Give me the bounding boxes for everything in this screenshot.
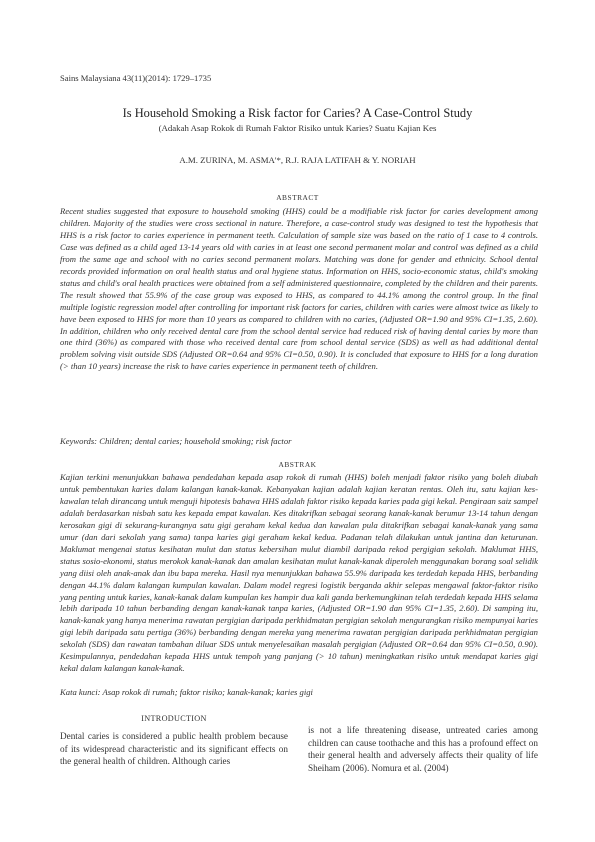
intro-paragraph-right: is not a life threatening disease, untreated caries among children can cause toothache and this has a profound effect on their general health and adversely affects their quality of life Sheiham (2006). Nomura et al. (2004) [308,725,538,774]
abstrak-text [60,472,538,675]
intro-paragraph-left: Dental caries is considered a public health problem because of its widespread characteristic and its significant effects on the general health of children. Although caries [60,731,288,767]
introduction-heading: INTRODUCTION [141,714,207,723]
abstrak-paragraph: Kajian terkini menunjukkan bahawa pendedahan kepada asap rokok di rumah (HHS) boleh menjadi faktor risiko yang boleh diubah untuk pembentukan karies dalam kalangan kanak-kanak. Kebanyakan kajian adalah kajian keratan rentas. Oleh itu, satu kajian kes-kawalan telah dirancang untuk menguji hipotesis bahawa HHS adalah faktor risiko kepada karies pada gigi kekal. Pengiraan saiz sampel adalah berdasarkan nisbah satu kes kepada empat kawalan. Kes ditakrifkan sebagai seorang kanak-kanak berumur 13-14 tahun dengan kerosakan gigi di sekurang-kurangnya satu gigi geraham kekal kedua dan kawalan pula ditakrifkan sebagai kanak-kanak yang sama umur (dan dari sekolah yang sama) tanpa karies gigi geraham kekal kedua. Padanan telah dilakukan untuk jantina dan keturunan. Maklumat mengenai status kesihatan mulut dan status kebersihan mulut diambil daripada rekod pergigian sekolah. Maklumat HHS, status sosio-ekonomi, status merokok kanak-kanak dan amalan kesihatan mulut kanak-kanak diperoleh menggunakan borang soal selidik yang diisi oleh anak-anak dan ibu bapa mereka. Hasil nya menunjukkan bahawa 55.9% daripada kes terdedah kepada HHS, berbanding dengan 44.1% dalam kalangan kumpulan kawalan. Dalam model regresi logistik berganda akhir selepas mengawal faktor-faktor risiko yang penting untuk karies, kanak-kanak dalam kumpulan kes hampir dua kali ganda berkemungkinan telah terdedah kepada HHS selama lebih daripada 10 tahun berbanding dengan kanak-kanak tanpa karies, (Adjusted OR=1.90 dan 95% CI=1.35, 2.60). Di samping itu, kanak-kanak yang hanya menerima rawatan pergigian daripada perkhidmatan pergigian sekolah mengurangkan risiko mempunyai karies gigi lebih daripada satu pertiga (36%) berbanding dengan mereka yang menerima rawatan pergigian daripada perkhidmatan pergigian sekolah (SDS) dan rawatan tambahan diluar SDS untuk menyelesaikan masalah pergigian (Adjusted OR=0.64 dan 95% CI=0.50, 0.90). Kesimpulannya, pendedahan kepada HHS untuk tempoh yang panjang (> 10 tahun) meningkatkan risiko untuk mendapat karies gigi kekal dalam kalangan kanak-kanak. [60,472,538,674]
body-column-left [60,714,288,768]
body-column-right [308,724,538,775]
abstract-paragraph: Recent studies suggested that exposure to household smoking (HHS) could be a modifiable risk factor for caries development among children. Majority of the studies were cross sectional in nature. Therefore, a case-control study was designed to test the hypothesis that HHS is a risk factor to caries experience in permanent teeth. Calculation of sample size was based on the ratio of 1 case to 4 controls. Case was defined as a child aged 13-14 years old with caries in at least one second permanent molar and control was defined as a child from the same age and school with no caries second permanent molars. Matching was done for gender and ethnicity. School dental records provided information on oral health status and oral hygiene status. Information on HHS, socio-economic status, child's smoking status and child's oral health practices were obtained from a self administered questionnaire, completed by the children and their parents. The result showed that 55.9% of the case group was exposed to HHS, as compared to 44.1% among the control group. In the final multiple logistic regression model after controlling for important risk factors for caries, children with caries were almost twice as likely to have been exposed to HHS for more than 10 years as compared to children with no caries, (Adjusted OR=1.90 and 95% CI=1.35, 2.60). In addition, children who only received dental care from the school dental service had reduced risk of having dental caries by more than one third (36%) as compared with those who received dental care from school dental service (SDS) as well as had additional dental problem solving visit outside SDS (Adjusted OR=0.64 and 95% CI=0.50, 0.90). It is concluded that exposure to HHS for a long duration (> than 10 years) increase the risk to have caries experience in permanent teeth of children. [60,206,538,372]
abstract-text [60,206,538,373]
keywords: Keywords: Children; dental caries; household smoking; risk factor [60,436,292,446]
abstrak-heading: ABSTRAK [278,460,317,469]
kata-kunci: Kata kunci: Asap rokok di rumah; faktor risiko; kanak-kanak; karies gigi [60,687,313,697]
author-list: A.M. ZURINA, M. ASMA'*, R.J. RAJA LATIFAH & Y. NORIAH [179,155,416,165]
journal-reference: Sains Malaysiana 43(11)(2014): 1729–1735 [60,73,212,83]
paper-subtitle: (Adakah Asap Rokok di Rumah Faktor Risiko untuk Karies? Suatu Kajian Kes [158,123,437,133]
abstract-heading: ABSTRACT [276,193,319,202]
paper-title: Is Household Smoking a Risk factor for Caries? A Case-Control Study [122,106,473,120]
